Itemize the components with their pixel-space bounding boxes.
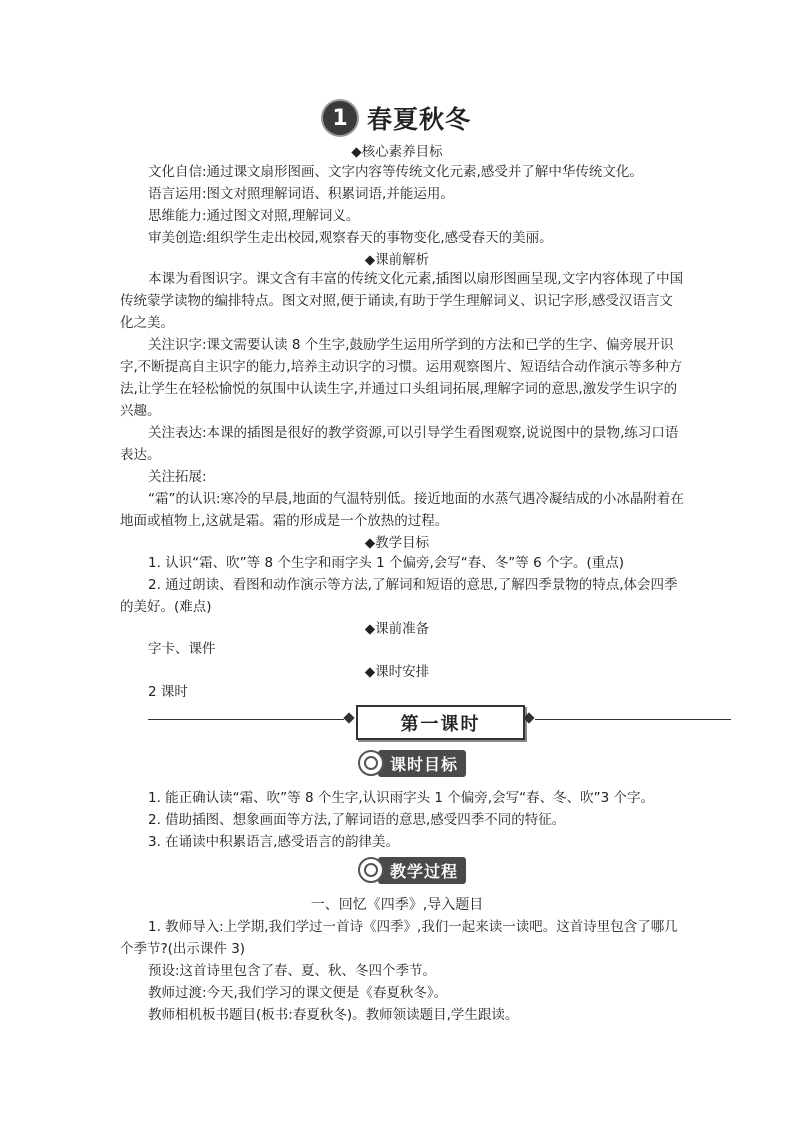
process-para-3: 教师过渡:今天,我们学习的课文便是《春夏秋冬》。: [148, 985, 448, 1001]
analysis-para-2: 关注识字:课文需要认读 8 个生字,鼓励学生运用所学到的方法和已学的生字、偏旁展开识字,不断提高自主识字的能力,培养主动识字的习惯。运用观察图片、短语结合动作演示等多种方法,让学生在轻松愉悦的氛围中认读生字,并通过口头组词拓展,理解字词的意思,激发学生识字的兴趣。: [120, 337, 683, 419]
lesson-heading-box: 第一课时: [356, 705, 525, 740]
core-goal-1: 文化自信:通过课文扇形图画、文字内容等传统文化元素,感受并了解中华传统文化。: [148, 164, 643, 180]
analysis-para-4: 关注拓展:: [148, 469, 207, 485]
section-core-goals: ◆核心素养目标: [351, 144, 443, 160]
core-goal-4: 审美创造:组织学生走出校园,观察春天的事物变化,感受春天的美丽。: [148, 230, 553, 246]
process-para-1: 1. 教师导入:上学期,我们学过一首诗《四季》,我们一起来读一读吧。这首诗里包含了哪几个季节?(出示课件 3): [120, 919, 678, 957]
badge-teaching-process: [358, 857, 466, 883]
core-goal-2: 语言运用:图文对照理解词语、积累词语,并能运用。: [148, 186, 454, 202]
divider-left-diamond: [343, 712, 354, 723]
target-icon: [358, 750, 384, 776]
lesson-number-badge: 1: [323, 101, 357, 135]
badge-teaching-process-label: 教学过程: [378, 857, 466, 884]
class-goal-2: 2. 借助插图、想象画面等方法,了解词语的意思,感受四季不同的特征。: [148, 812, 566, 828]
step-title: 一、回忆《四季》,导入题目: [310, 897, 484, 913]
process-para-4: 教师相机板书题目(板书:春夏秋冬)。教师领读题目,学生跟读。: [148, 1007, 519, 1023]
section-schedule: ◆课时安排: [364, 664, 430, 680]
section-pre-analysis: ◆课前解析: [364, 252, 430, 268]
class-goal-1: 1. 能正确认读“霜、吹”等 8 个生字,认识雨字头 1 个偏旁,会写“春、冬、吹”3 个字。: [148, 790, 654, 806]
teaching-goal-1: 1. 认识“霜、吹”等 8 个生字和雨字头 1 个偏旁,会写“春、冬”等 6 个字。(重点): [148, 555, 624, 571]
core-goal-3: 思维能力:通过图文对照,理解词义。: [148, 208, 360, 224]
lesson-title-row: [0, 100, 794, 136]
divider-right: [535, 719, 731, 720]
divider-right-diamond: [523, 712, 534, 723]
divider-left: [148, 719, 344, 720]
preparation-text: 字卡、课件: [148, 641, 216, 657]
section-teaching-goals: ◆教学目标: [364, 535, 430, 551]
section-preparation: ◆课前准备: [364, 621, 430, 637]
teaching-goal-2: 2. 通过朗读、看图和动作演示等方法,了解词和短语的意思,了解四季景物的特点,体会四季的美好。(难点): [120, 577, 678, 615]
class-goal-3: 3. 在诵读中积累语言,感受语言的韵律美。: [148, 834, 399, 850]
target-icon: [358, 857, 384, 883]
process-para-2: 预设:这首诗里包含了春、夏、秋、冬四个季节。: [148, 963, 437, 979]
analysis-para-5: “霜”的认识:寒冷的早晨,地面的气温特别低。接近地面的水蒸气遇冷凝结成的小冰晶附着在地面或植物上,这就是霜。霜的形成是一个放热的过程。: [120, 491, 684, 529]
analysis-para-3: 关注表达:本课的插图是很好的教学资源,可以引导学生看图观察,说说图中的景物,练习口语表达。: [120, 425, 679, 463]
badge-class-goals: [358, 750, 466, 776]
schedule-text: 2 课时: [148, 684, 188, 700]
lesson-title: 春夏秋冬: [366, 105, 471, 134]
badge-class-goals-label: 课时目标: [378, 750, 466, 777]
analysis-para-1: 本课为看图识字。课文含有丰富的传统文化元素,插图以扇形图画呈现,文字内容体现了中国传统蒙学读物的编排特点。图文对照,便于诵读,有助于学生理解词义、识记字形,感受汉语言文化之美。: [120, 271, 684, 331]
